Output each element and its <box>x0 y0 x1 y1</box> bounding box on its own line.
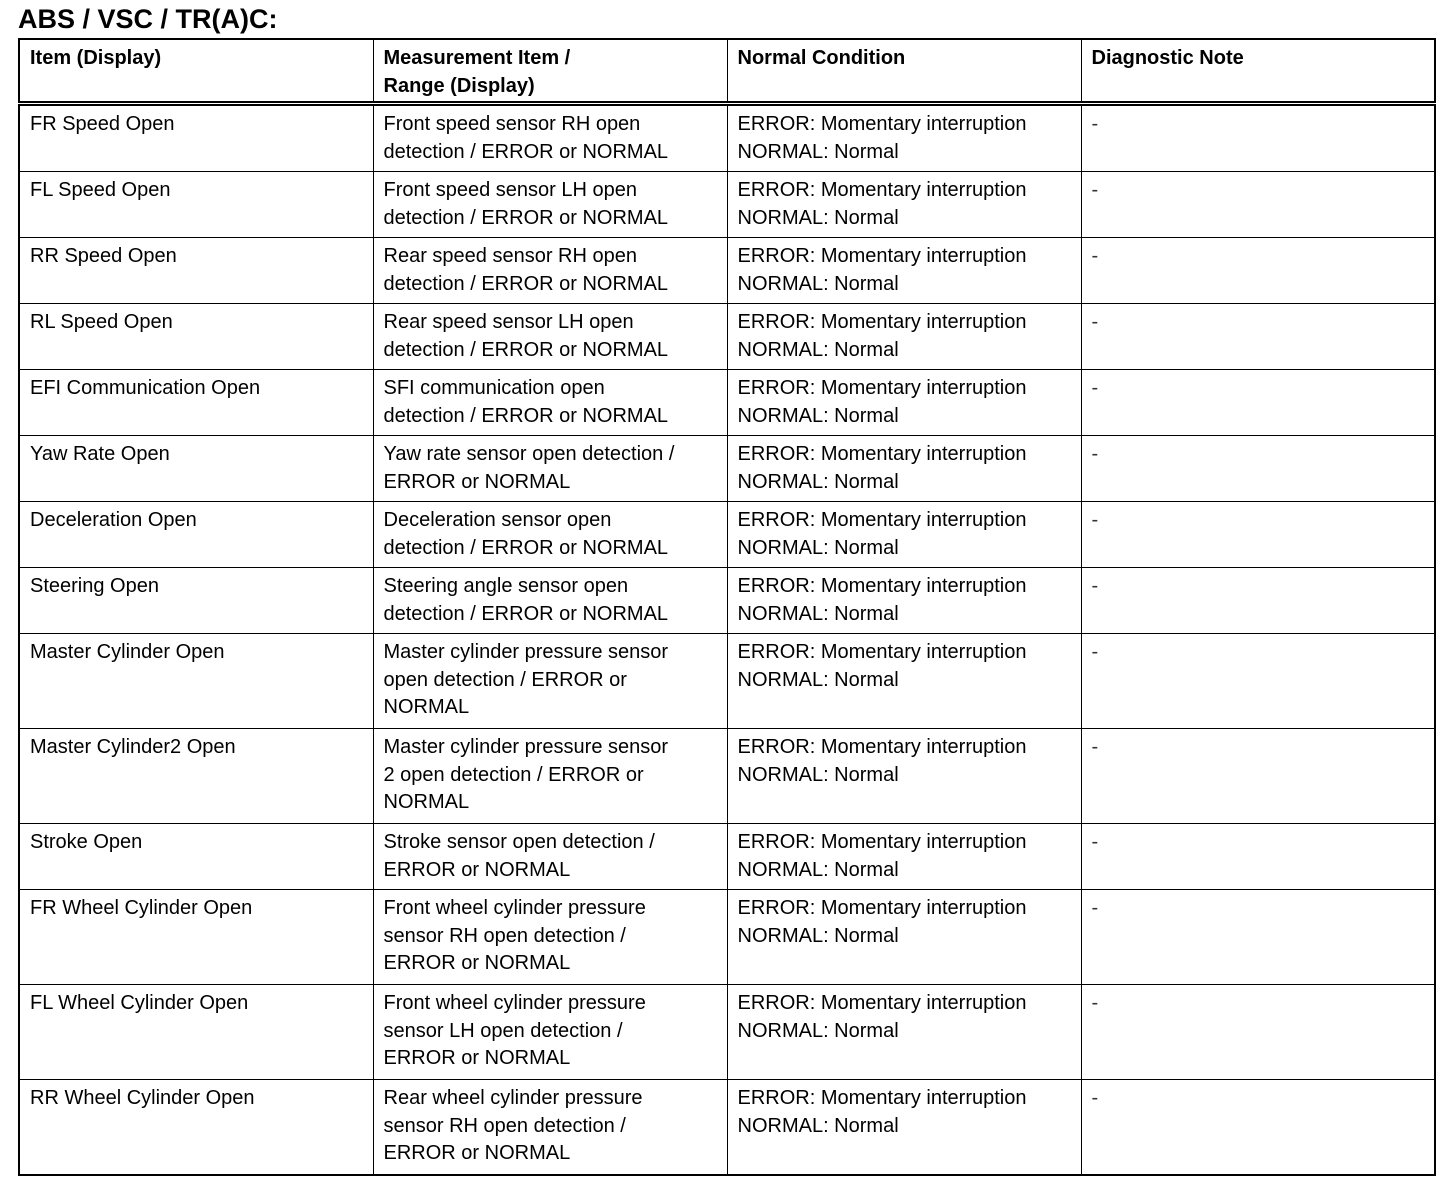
cell-diagnostic-note: - <box>1081 370 1435 436</box>
table-row <box>19 238 1435 304</box>
cell-item: FL Speed Open <box>19 172 373 238</box>
cell-normal-condition: ERROR: Momentary interruption NORMAL: Normal <box>727 824 1081 890</box>
cell-diagnostic-note: - <box>1081 634 1435 729</box>
cell-normal-condition: ERROR: Momentary interruption NORMAL: Normal <box>727 729 1081 824</box>
table-row <box>19 502 1435 568</box>
cell-measurement: Deceleration sensor open detection / ERROR or NORMAL <box>373 502 727 568</box>
cell-measurement: SFI communication open detection / ERROR or NORMAL <box>373 370 727 436</box>
cell-normal-condition: ERROR: Momentary interruption NORMAL: Normal <box>727 634 1081 729</box>
table-row <box>19 436 1435 502</box>
cell-item: RL Speed Open <box>19 304 373 370</box>
cell-diagnostic-note: - <box>1081 238 1435 304</box>
header-measurement: Measurement Item / Range (Display) <box>373 39 727 104</box>
table-row <box>19 634 1435 729</box>
cell-measurement: Front wheel cylinder pressure sensor LH open detection / ERROR or NORMAL <box>373 985 727 1080</box>
cell-measurement: Front wheel cylinder pressure sensor RH open detection / ERROR or NORMAL <box>373 890 727 985</box>
cell-measurement: Master cylinder pressure sensor open detection / ERROR or NORMAL <box>373 634 727 729</box>
table-row <box>19 729 1435 824</box>
cell-measurement: Front speed sensor LH open detection / ERROR or NORMAL <box>373 172 727 238</box>
cell-item: EFI Communication Open <box>19 370 373 436</box>
cell-normal-condition: ERROR: Momentary interruption NORMAL: Normal <box>727 436 1081 502</box>
cell-item: FR Wheel Cylinder Open <box>19 890 373 985</box>
cell-diagnostic-note: - <box>1081 1080 1435 1176</box>
cell-normal-condition: ERROR: Momentary interruption NORMAL: Normal <box>727 568 1081 634</box>
table-row <box>19 370 1435 436</box>
cell-diagnostic-note: - <box>1081 172 1435 238</box>
cell-item: RR Speed Open <box>19 238 373 304</box>
cell-normal-condition: ERROR: Momentary interruption NORMAL: Normal <box>727 985 1081 1080</box>
cell-item: Steering Open <box>19 568 373 634</box>
table-row <box>19 824 1435 890</box>
cell-diagnostic-note: - <box>1081 436 1435 502</box>
cell-measurement: Front speed sensor RH open detection / ERROR or NORMAL <box>373 104 727 172</box>
cell-normal-condition: ERROR: Momentary interruption NORMAL: Normal <box>727 238 1081 304</box>
cell-diagnostic-note: - <box>1081 104 1435 172</box>
table-row <box>19 304 1435 370</box>
cell-item: Deceleration Open <box>19 502 373 568</box>
table-row <box>19 985 1435 1080</box>
cell-diagnostic-note: - <box>1081 304 1435 370</box>
cell-normal-condition: ERROR: Momentary interruption NORMAL: Normal <box>727 1080 1081 1176</box>
cell-measurement: Stroke sensor open detection / ERROR or NORMAL <box>373 824 727 890</box>
header-diagnostic-note: Diagnostic Note <box>1081 39 1435 104</box>
cell-diagnostic-note: - <box>1081 568 1435 634</box>
cell-item: RR Wheel Cylinder Open <box>19 1080 373 1176</box>
cell-measurement: Yaw rate sensor open detection / ERROR or NORMAL <box>373 436 727 502</box>
cell-measurement: Rear speed sensor RH open detection / ERROR or NORMAL <box>373 238 727 304</box>
table-header-row <box>19 39 1435 104</box>
cell-measurement: Rear wheel cylinder pressure sensor RH open detection / ERROR or NORMAL <box>373 1080 727 1176</box>
cell-diagnostic-note: - <box>1081 729 1435 824</box>
table-row <box>19 1080 1435 1176</box>
cell-item: Stroke Open <box>19 824 373 890</box>
cell-item: Master Cylinder Open <box>19 634 373 729</box>
table-row <box>19 568 1435 634</box>
cell-diagnostic-note: - <box>1081 985 1435 1080</box>
table-row <box>19 104 1435 172</box>
cell-normal-condition: ERROR: Momentary interruption NORMAL: Normal <box>727 172 1081 238</box>
cell-normal-condition: ERROR: Momentary interruption NORMAL: Normal <box>727 502 1081 568</box>
cell-item: Master Cylinder2 Open <box>19 729 373 824</box>
cell-item: FR Speed Open <box>19 104 373 172</box>
table-row <box>19 890 1435 985</box>
data-list-table <box>18 38 1436 1176</box>
cell-measurement: Master cylinder pressure sensor 2 open detection / ERROR or NORMAL <box>373 729 727 824</box>
table-row <box>19 172 1435 238</box>
cell-diagnostic-note: - <box>1081 890 1435 985</box>
cell-normal-condition: ERROR: Momentary interruption NORMAL: Normal <box>727 104 1081 172</box>
cell-item: Yaw Rate Open <box>19 436 373 502</box>
header-item: Item (Display) <box>19 39 373 104</box>
cell-normal-condition: ERROR: Momentary interruption NORMAL: Normal <box>727 890 1081 985</box>
cell-normal-condition: ERROR: Momentary interruption NORMAL: Normal <box>727 304 1081 370</box>
cell-diagnostic-note: - <box>1081 502 1435 568</box>
header-normal-condition: Normal Condition <box>727 39 1081 104</box>
cell-normal-condition: ERROR: Momentary interruption NORMAL: Normal <box>727 370 1081 436</box>
cell-item: FL Wheel Cylinder Open <box>19 985 373 1080</box>
cell-diagnostic-note: - <box>1081 824 1435 890</box>
page-title: ABS / VSC / TR(A)C: <box>18 4 278 34</box>
cell-measurement: Steering angle sensor open detection / ERROR or NORMAL <box>373 568 727 634</box>
cell-measurement: Rear speed sensor LH open detection / ERROR or NORMAL <box>373 304 727 370</box>
